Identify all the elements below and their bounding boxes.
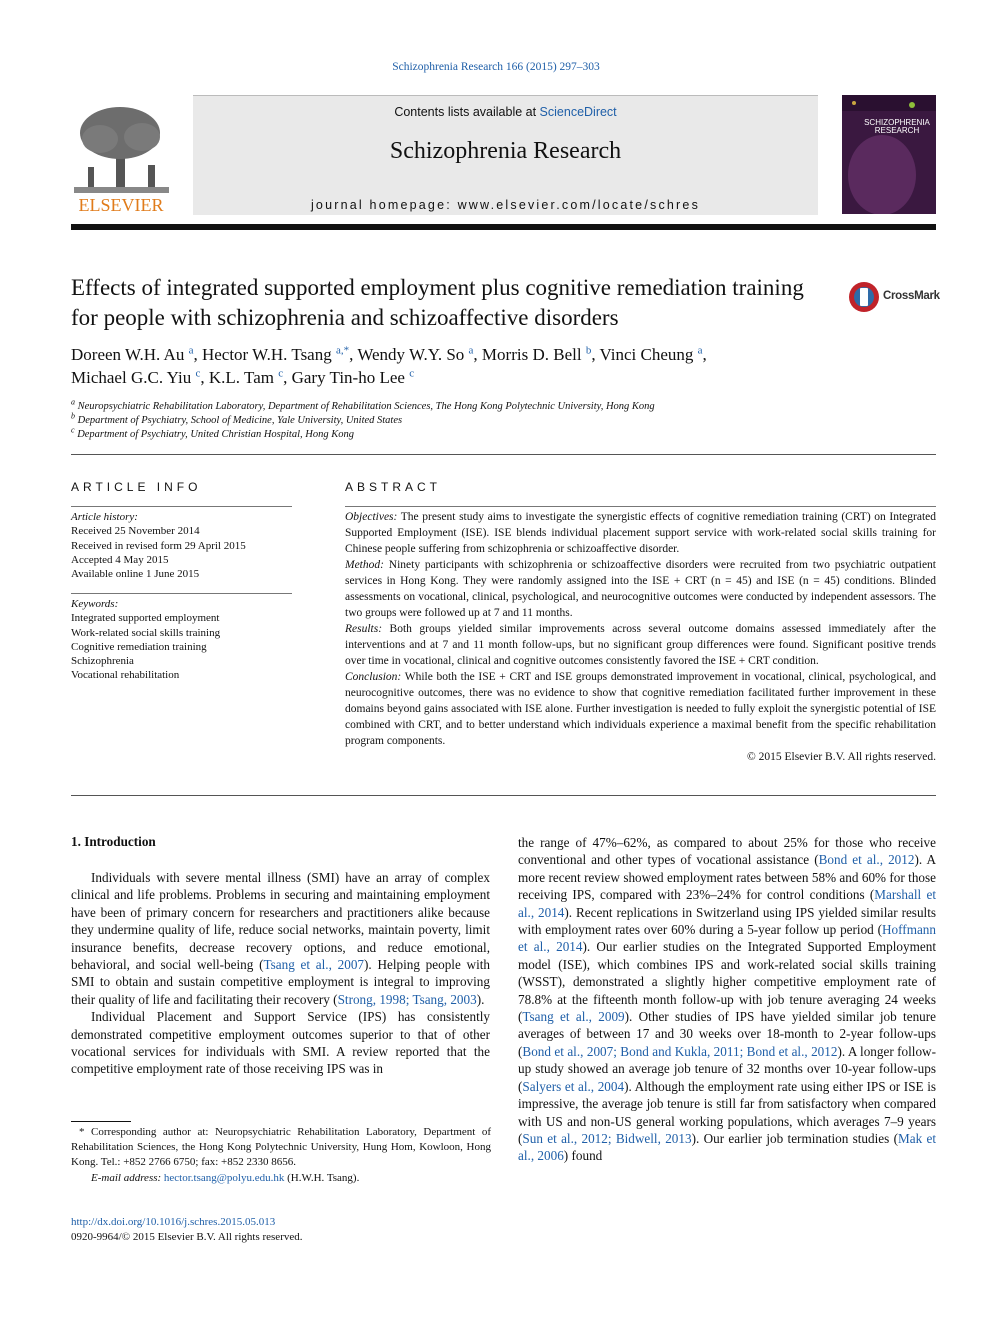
- divider: [345, 506, 936, 507]
- email-note: E-mail address: hector.tsang@polyu.edu.hk (H.W.H. Tsang).: [91, 1171, 360, 1184]
- body-text: ).: [476, 991, 485, 1007]
- body-text: ). Our earlier studies on the Integrated Supported Employment model (ISE), which combines IPS and work-related social skills training (WSST), demonstrated a slightly higher competitive employment rate of 78.8% at the fifteenth month follow-up with job tenure averaging 24 weeks (: [518, 939, 936, 1025]
- affiliation-item: $^c$ Department of Psychiatry, United Christian Hospital, Hong Kong: [71, 425, 354, 440]
- body-text: ). Other studies of IPS have yielded similar job tenure averages of between 17 and 30 weeks over 18-month to 2-year follow-ups (: [518, 1009, 936, 1059]
- citation-link[interactable]: Marshall et al., 2014: [518, 887, 936, 920]
- keyword-item: Cognitive remediation training: [71, 640, 207, 653]
- citation-link[interactable]: Bond et al., 2007; Bond and Kukla, 2011; Bond et al., 2012: [522, 1043, 838, 1059]
- intro-paragraph-continued: [518, 834, 936, 1165]
- citation-link[interactable]: Sun et al., 2012; Bidwell, 2013: [522, 1130, 692, 1146]
- abstract-body: [345, 509, 936, 765]
- author-name: Wendy W.Y. So: [357, 345, 465, 364]
- author-name: Gary Tin-ho Lee: [291, 368, 405, 387]
- journal-citation[interactable]: Schizophrenia Research 166 (2015) 297–303: [392, 61, 600, 73]
- keyword-item: Integrated supported employment: [71, 612, 220, 625]
- abstract-conclusion: Conclusion: While both the ISE + CRT and ISE groups demonstrated improvement in vocational, clinical, psychological, and neurocognitive outcomes, there was no evidence to show that cognitive remediation facilitated further improvement in these domains beyond gains associated with ISE alone. Further investigation is needed to fully exploit the synergistic potential of ISE combined with CRT, and to better understand which individuals experience a maximal benefit from the specific rehabilitation program components.: [345, 671, 936, 747]
- journal-cover-image[interactable]: [842, 95, 936, 214]
- keyword-item: Schizophrenia: [71, 655, 134, 668]
- author-affiliation-link[interactable]: c: [409, 367, 415, 380]
- body-text: ). Our earlier job termination studies (: [691, 1130, 898, 1146]
- email-link[interactable]: hector.tsang@polyu.edu.hk: [163, 1171, 285, 1184]
- elsevier-wordmark: ELSEVIER: [78, 195, 164, 215]
- article-history: Article history: Received 25 November 2014 Received in revised form 29 April 2015 Accepted 4 May 2015 Available online 1 June 2015: [71, 510, 292, 581]
- body-text: ). A more recent review showed employment rates between 58% and 60% for those receiving IPS, compared with 23%–24% for control conditions (: [518, 852, 937, 903]
- sciencedirect-link[interactable]: ScienceDirect: [539, 105, 617, 119]
- header-rule: [71, 224, 936, 230]
- author-name: K.L. Tam: [208, 368, 274, 387]
- crossmark-icon: [847, 280, 881, 314]
- corresponding-author-note: * Corresponding author at: Neuropsychiatric Rehabilitation Laboratory, Department of Rehabilitation Sciences, the Hong Kong Polytechnic University, Hung Hom, Kowloon, Hong Kong. Tel.: +852 2766 6750; fax: +852 2330 8656.: [71, 1126, 491, 1169]
- citation-link[interactable]: Salyers et al., 2004: [522, 1078, 625, 1094]
- elsevier-tree-logo: [70, 103, 173, 215]
- citation-link[interactable]: Mak et al., 2006: [518, 1130, 936, 1164]
- abstract-objectives: Objectives: The present study aims to investigate the synergistic effects of cognitive remediation training (CRT) on Integrated Supported Employment (ISE). ISE blends individual placement support service with work-related social skills training for Chinese people suffering from schizophrenia or schizoaffective disorder.: [345, 511, 936, 555]
- author-affiliation-link[interactable]: c: [195, 367, 201, 380]
- divider: [71, 795, 936, 796]
- body-text: Individual Placement and Support Service (IPS) has consistently demonstrated competitive employment outcomes superior to that of other vocational services for individuals with SMI. A review reported that the competitive employment rate of those receiving IPS was in: [71, 1009, 490, 1077]
- journal-title: Schizophrenia Research: [389, 138, 622, 164]
- body-text: ). A longer follow-up study showed an average job tenure of 32 months over 10-year follow-ups (: [518, 1043, 936, 1094]
- affiliation-item: $^a$ Neuropsychiatric Rehabilitation Laboratory, Department of Rehabilitation Sciences, The Hong Kong Polytechnic University, Hong Kong: [71, 397, 655, 412]
- journal-homepage[interactable]: journal homepage: www.elsevier.com/locate/schres: [310, 198, 701, 212]
- keyword-item: Vocational rehabilitation: [71, 669, 180, 682]
- cover-art: [842, 95, 936, 214]
- citation-link[interactable]: Hoffmann et al., 2014: [518, 922, 936, 955]
- crossmark-label: CrossMark: [883, 290, 940, 302]
- author-name: Doreen W.H. Au: [71, 345, 185, 364]
- intro-paragraph-1: [71, 869, 490, 1008]
- author-name: Morris D. Bell: [481, 345, 582, 364]
- cover-title: SCHIZOPHRENIA RESEARCH: [864, 118, 930, 135]
- keywords: Keywords: Integrated supported employment Work-related social skills training Cognitive remediation training Schizophrenia Vocational rehabilitation: [71, 597, 292, 683]
- body-text: Individuals with severe mental illness (SMI) have an array of complex clinical and life problems. Problems in securing and maintaining employment have been of primary concern for researchers and practitioners alike because they undermine quality of life, reduce social networks, maintain poverty, limit insurance benefits, decrease recovery options, and reduce emotional, behavioral, and social well-being (: [71, 870, 490, 973]
- divider: [71, 454, 936, 455]
- citation-link[interactable]: Strong, 1998; Tsang, 2003: [337, 991, 477, 1007]
- author-affiliation-link[interactable]: b: [585, 344, 592, 357]
- history-item: Available online 1 June 2015: [71, 568, 200, 581]
- author-affiliation-link[interactable]: c: [278, 367, 284, 380]
- keyword-item: Work-related social skills training: [71, 626, 221, 639]
- citation-link[interactable]: Tsang et al., 2007: [263, 957, 365, 973]
- divider: [71, 593, 292, 594]
- affiliation-item: $^b$ Department of Psychiatry, School of Medicine, Yale University, United States: [71, 411, 403, 426]
- divider: [71, 506, 292, 507]
- intro-left-column: [71, 869, 490, 1078]
- intro-right-column: [518, 834, 936, 1165]
- doi-link[interactable]: http://dx.doi.org/10.1016/j.schres.2015.05.013: [71, 1216, 276, 1228]
- intro-paragraph-2: [71, 1008, 490, 1078]
- citation-link[interactable]: Tsang et al., 2009: [522, 1009, 625, 1025]
- footnotes: [71, 1125, 491, 1186]
- body-text: the range of 47%–62%, as compared to about 25% for those who receive conventional and other types of vocational assistance (: [518, 835, 936, 868]
- author-name: Michael G.C. Yiu: [71, 368, 192, 387]
- contents-line: Contents lists available at ScienceDirect: [394, 105, 617, 119]
- author-affiliation-link[interactable]: a: [188, 344, 194, 357]
- body-text: ) found: [563, 1148, 603, 1164]
- author-name: Hector W.H. Tsang: [201, 345, 332, 364]
- author-affiliation-link[interactable]: a: [697, 344, 703, 357]
- abstract-heading: ABSTRACT: [345, 480, 442, 494]
- history-item: Received 25 November 2014: [71, 525, 200, 538]
- body-text: ). Recent replications in Switzerland using IPS yielded similar results with employment rates over 60% during a 5-year follow up period (: [518, 904, 936, 938]
- history-item: Accepted 4 May 2015: [71, 553, 169, 566]
- author-name: Vinci Cheung: [599, 345, 694, 364]
- abstract-method: Method: Ninety participants with schizophrenia or schizoaffective disorders were recruited from two psychiatric outpatient services in Hong Kong. They were randomly assigned into the ISE + CRT (n = 45) and ISE (n = 45) conditions. Blinded assessments on vocational, clinical, psychological, and neurocognitive outcomes were conducted by independent assessors. The two groups were followed up at 7 and 11 months.: [345, 559, 936, 619]
- affiliations: [71, 397, 936, 442]
- article-info-heading: ARTICLE INFO: [71, 480, 202, 494]
- body-text: ). Helping people with SMI to obtain and sustain competitive employment is integral to improving their quality of life and facilitating their recovery (: [71, 957, 490, 1007]
- crossmark-badge[interactable]: [847, 280, 939, 314]
- history-item: Received in revised form 29 April 2015: [71, 539, 246, 552]
- author-affiliation-link[interactable]: a,*: [335, 344, 350, 357]
- doi-block: [71, 1215, 303, 1245]
- citation-link[interactable]: Bond et al., 2012: [818, 852, 915, 868]
- footnote-rule: [71, 1121, 131, 1122]
- abstract-results: Results: Both groups yielded similar improvements across several outcome domains assessed immediately after the interventions and at 7 and 11 month follow-ups, but no significant group differences were found. Significant positive trends over time in vocational, clinical and cognitive outcomes consistently favored the ISE + CRT condition.: [345, 623, 936, 667]
- abstract-copyright: © 2015 Elsevier B.V. All rights reserved.: [747, 751, 936, 763]
- issn-copyright: 0920-9964/© 2015 Elsevier B.V. All rights reserved.: [71, 1231, 303, 1243]
- author-affiliation-link[interactable]: a: [468, 344, 474, 357]
- author-list: Doreen W.H. Au $^a$, Hector W.H. Tsang $^{a,*}$, Wendy W.Y. So $^a$, Morris D. Bell $^b$, Vinci Cheung $^a$, Michael G.C. Yiu $^c$, K.L. Tam $^c$, Gary Tin-ho Lee $^c$: [71, 344, 707, 387]
- body-text: ). Although the employment rate using either IPS or ISE is impressive, the average job tenure is still far from satisfactory when compared with US and non-US general working populations, which averages 7–9 years (: [518, 1078, 936, 1146]
- section-heading-introduction: 1. Introduction: [71, 834, 156, 849]
- article-title: Effects of integrated supported employment plus cognitive remediation training for people with schizophrenia and schizoaffective disorders: [71, 275, 804, 330]
